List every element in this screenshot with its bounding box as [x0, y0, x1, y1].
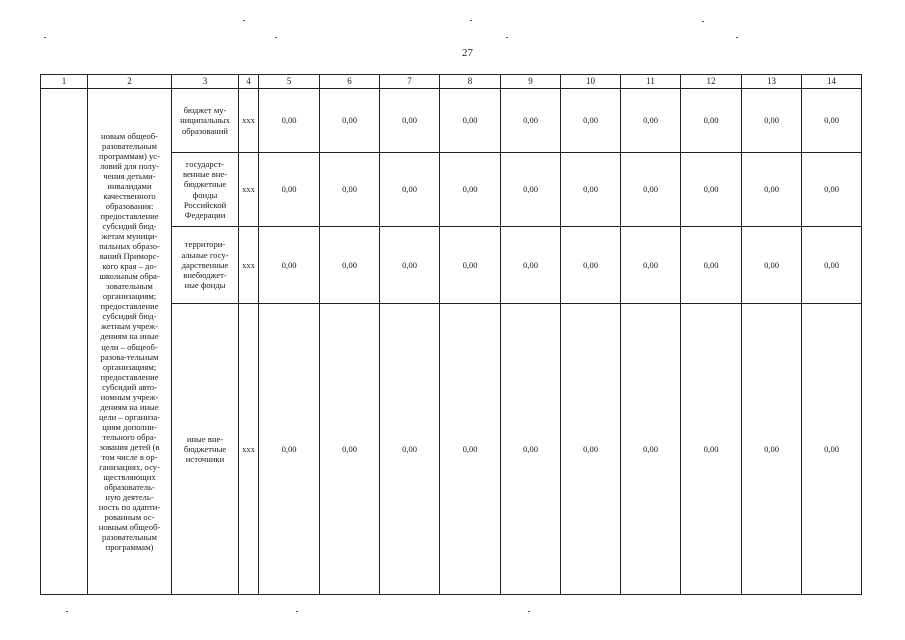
value-cell: 0,00 — [742, 227, 802, 304]
value-cell: 0,00 — [681, 153, 742, 227]
scan-speck — [243, 20, 245, 21]
table-row — [41, 89, 862, 153]
column-header: 5 — [259, 75, 320, 89]
value-cell: 0,00 — [380, 304, 440, 595]
row-description-cell: новым общеоб- разовательным программам) ус- ловий для полу- чения детьми- инвалидами качественного образования: предоставление субсидий бюд- жетам муници- пальных образо- ваний Приморс- кого края – до- школьным обра- зовательным организациям; предоставление субсидий бюд- жетным учреж- дениям на иные цели – общеоб- разова-тельным организациям; предоставление субсидий авто- номным учреж- дениям на иные цели – организа- циям дополни- тельного обра- зования детей (в том числе в ор- ганизациях, осу- ществляющих образователь- ную деятель- ность по адапти- рованным ос- новным общеоб- разовательным программам) — [88, 89, 172, 595]
value-cell: 0,00 — [380, 227, 440, 304]
column-header: 3 — [172, 75, 239, 89]
value-cell: 0,00 — [742, 304, 802, 595]
code-cell: xxx — [239, 304, 259, 595]
value-cell: 0,00 — [561, 227, 621, 304]
funding-source-cell: иные вне- бюджетные источники — [172, 304, 239, 595]
column-header: 1 — [41, 75, 88, 89]
column-header: 8 — [440, 75, 501, 89]
scan-speck — [470, 20, 472, 21]
value-cell: 0,00 — [501, 227, 561, 304]
value-cell: 0,00 — [681, 227, 742, 304]
value-cell: 0,00 — [501, 153, 561, 227]
scan-speck — [506, 37, 508, 38]
value-cell: 0,00 — [440, 227, 501, 304]
value-cell: 0,00 — [501, 304, 561, 595]
column-header: 4 — [239, 75, 259, 89]
value-cell: 0,00 — [561, 89, 621, 153]
value-cell: 0,00 — [621, 304, 681, 595]
scan-speck — [702, 21, 704, 22]
scan-speck — [44, 37, 46, 38]
value-cell: 0,00 — [742, 89, 802, 153]
value-cell: 0,00 — [320, 153, 380, 227]
value-cell: 0,00 — [561, 153, 621, 227]
scan-speck — [528, 611, 530, 612]
column-header: 13 — [742, 75, 802, 89]
value-cell: 0,00 — [320, 304, 380, 595]
value-cell: 0,00 — [380, 89, 440, 153]
value-cell: 0,00 — [259, 89, 320, 153]
value-cell: 0,00 — [320, 89, 380, 153]
value-cell: 0,00 — [802, 227, 862, 304]
value-cell: 0,00 — [320, 227, 380, 304]
column-header: 14 — [802, 75, 862, 89]
value-cell: 0,00 — [380, 153, 440, 227]
column-header: 9 — [501, 75, 561, 89]
value-cell: 0,00 — [561, 304, 621, 595]
header-row — [41, 75, 862, 89]
value-cell: 0,00 — [802, 153, 862, 227]
code-cell: xxx — [239, 89, 259, 153]
value-cell: 0,00 — [440, 153, 501, 227]
funding-source-cell: территори- альные госу- дарственные внебюджет- ные фонды — [172, 227, 239, 304]
value-cell: 0,00 — [802, 304, 862, 595]
column-header: 7 — [380, 75, 440, 89]
value-cell: 0,00 — [621, 89, 681, 153]
column-header: 11 — [621, 75, 681, 89]
budget-table — [40, 74, 862, 595]
value-cell: 0,00 — [501, 89, 561, 153]
scan-speck — [66, 611, 68, 612]
table-body — [41, 89, 862, 595]
funding-source-cell: бюджет му- ниципальных образований — [172, 89, 239, 153]
page-number: 27 — [462, 47, 473, 59]
value-cell: 0,00 — [259, 227, 320, 304]
value-cell: 0,00 — [440, 89, 501, 153]
funding-source-cell: государст- венные вне- бюджетные фонды Российской Федерации — [172, 153, 239, 227]
row-number-cell — [41, 89, 88, 595]
value-cell: 0,00 — [681, 89, 742, 153]
value-cell: 0,00 — [259, 304, 320, 595]
value-cell: 0,00 — [742, 153, 802, 227]
column-header: 6 — [320, 75, 380, 89]
column-header: 2 — [88, 75, 172, 89]
code-cell: xxx — [239, 153, 259, 227]
scan-speck — [275, 37, 277, 38]
scan-speck — [736, 37, 738, 38]
code-cell: xxx — [239, 227, 259, 304]
value-cell: 0,00 — [621, 227, 681, 304]
value-cell: 0,00 — [802, 89, 862, 153]
scan-speck — [296, 611, 298, 612]
column-header: 12 — [681, 75, 742, 89]
value-cell: 0,00 — [440, 304, 501, 595]
column-header: 10 — [561, 75, 621, 89]
value-cell: 0,00 — [681, 304, 742, 595]
value-cell: 0,00 — [259, 153, 320, 227]
value-cell: 0,00 — [621, 153, 681, 227]
